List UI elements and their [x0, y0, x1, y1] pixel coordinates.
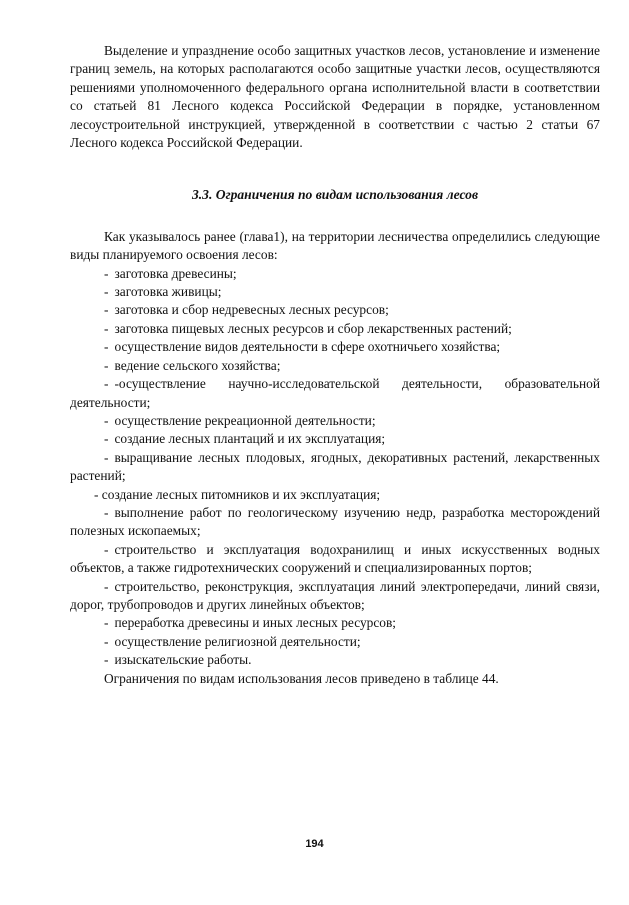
list-item-dash: -: [104, 504, 109, 520]
list-item-text: заготовка древесины;: [114, 265, 237, 281]
list-item-text: - создание лесных питомников и их эксплуатация;: [94, 486, 381, 502]
list-item: [70, 283, 600, 301]
list-item-text: выполнение работ по геологическому изучению недр, разработка месторождений полезных ископаемых;: [70, 504, 600, 539]
list-item-text: создание лесных плантаций и их эксплуатация;: [114, 431, 386, 447]
list-item-dash: -: [104, 265, 109, 281]
list-intro-paragraph: Как указывалось ранее (глава1), на территории лесничества определились следующие виды планируемого освоения лесов:: [70, 228, 600, 263]
list-item-dash: -: [104, 320, 109, 336]
page-number: 194: [305, 838, 324, 850]
list-item-text: заготовка и сбор недревесных лесных ресурсов;: [114, 302, 389, 318]
list-item-text: строительство и эксплуатация водохранилищ и иных искусственных водных объектов, а также гидротехнических сооружений и специализированных портов;: [70, 541, 600, 576]
list-item: [70, 504, 600, 541]
list-item: [70, 412, 600, 430]
list-item-text: осуществление рекреационной деятельности;: [114, 412, 376, 428]
list-item: [70, 651, 600, 669]
list-item-dash: -: [104, 633, 109, 649]
list-item-dash: -: [104, 449, 109, 465]
list-item-dash: -: [104, 284, 109, 300]
list-item-text: осуществление религиозной деятельности;: [114, 633, 361, 649]
section-heading: 3.3. Ограничения по видам использования лесов: [191, 187, 479, 203]
list-item-text: ведение сельского хозяйства;: [114, 357, 281, 373]
list-item: [70, 614, 600, 632]
list-item: [70, 541, 600, 578]
list-item-text: заготовка пищевых лесных ресурсов и сбор лекарственных растений;: [114, 320, 512, 336]
list-item-text: осуществление видов деятельности в сфере охотничьего хозяйства;: [114, 339, 501, 355]
list-item-dash: -: [104, 652, 109, 668]
list-item: [70, 449, 600, 486]
closing-paragraph: Ограничения по видам использования лесов приведено в таблице 44.: [104, 670, 499, 686]
list-item: [70, 430, 600, 448]
list-item-dash: -: [104, 615, 109, 631]
list-item: [70, 338, 600, 356]
list-item-text: строительство, реконструкция, эксплуатация линий электропередачи, линий связи, дорог, трубопроводов и других линейных объектов;: [70, 578, 600, 612]
list-item: [70, 320, 600, 338]
list-item: [70, 265, 600, 283]
list-item: [70, 486, 600, 504]
list-item-text: выращивание лесных плодовых, ягодных, декоративных растений, лекарственных растений;: [70, 449, 600, 484]
list-item-dash: -: [104, 541, 109, 557]
list-item-dash: -: [104, 339, 109, 355]
list-item-text: переработка древесины и иных лесных ресурсов;: [114, 615, 397, 631]
list-item-dash: -: [104, 302, 109, 318]
list-item-dash: -: [104, 578, 109, 594]
list-item: [70, 578, 600, 615]
list-item: [70, 301, 600, 319]
list-item-dash: -: [104, 412, 109, 428]
list-item-dash: -: [104, 376, 109, 392]
page-content: [70, 42, 600, 688]
list-item: [70, 633, 600, 651]
list-item-dash: -: [104, 357, 109, 373]
list-item-text: -осуществление научно-исследовательской деятельности, образовательной деятельности;: [70, 376, 600, 410]
list-item: [70, 357, 600, 375]
planned-activities-list: [70, 265, 600, 670]
list-item-text: заготовка живицы;: [114, 284, 222, 300]
list-item-text: изыскательские работы.: [114, 652, 252, 668]
intro-paragraph: Выделение и упразднение особо защитных участков лесов, установление и изменение границ земель, на которых располагаются особо защитные участки лесов, осуществляются решениями уполномоченного федерального органа исполнительной власти в соответствии со статьей 81 Лесного кодекса Российской Федерации в порядке, установленном лесоустроительной инструкцией, утвержденной в соответствии с частью 2 статьи 67 Лесного кодекса Российской Федерации.: [70, 43, 600, 151]
list-item: [70, 375, 600, 412]
list-item-dash: -: [104, 431, 109, 447]
